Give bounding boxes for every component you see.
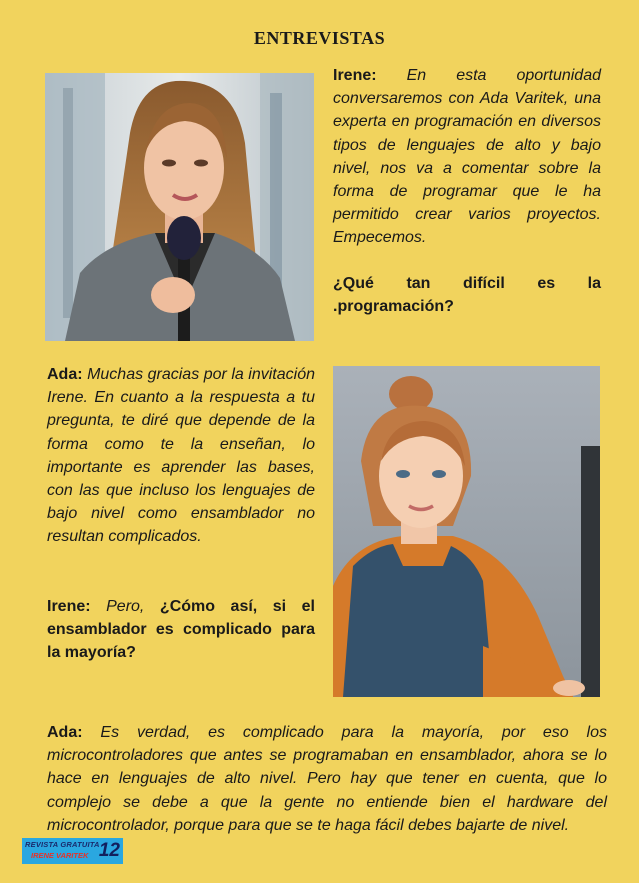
page-number: 12 (98, 840, 120, 861)
speaker-label: Irene: (47, 598, 91, 615)
footer-line-2: IRENE VARITEK (31, 851, 89, 860)
page-title: ENTREVISTAS (253, 28, 386, 48)
speaker-label: Ada: (47, 366, 83, 383)
speaker-label: Irene: (333, 67, 377, 84)
magazine-footer-badge (22, 838, 123, 864)
question-paragraph (333, 272, 601, 318)
paragraph-text: En esta oportunidad conversaremos con Ada Varitek, una experta en programación en diversos tipos de lenguajes de alto y bajo nivel, nos va a comentar sobre la forma de programar que le ha permitido crear varios proyectos. Empecemos. (333, 67, 601, 247)
ada-answer-paragraph (47, 363, 315, 549)
irene-reporter-photo (45, 73, 314, 341)
irene-intro-paragraph (333, 64, 601, 250)
ada-at-computer-photo (333, 366, 600, 697)
question-lead: Pero, (106, 598, 145, 615)
question-text: ¿Qué tan difícil es la .programación? (333, 275, 601, 316)
paragraph-text: Muchas gracias por la invitación Irene. En cuanto a la respuesta a tu pregunta, te diré que depende de la forma como te la enseñan, lo importante es aprender las bases, con las que incluso los lenguajes de bajo nivel como ensamblador no resultan complicados. (47, 366, 315, 546)
ada-final-answer-paragraph (47, 721, 607, 837)
paragraph-text: Es verdad, es complicado para la mayoría, por eso los microcontroladores que antes se programaban en ensamblador, ahora se lo hace en lenguajes de alto nivel. Pero hay que tener en cuenta, que lo complejo se debe a que la gente no entiende bien el hardware del microcontrolador, porque para que se te haga fácil debes bajarte de nivel. (47, 724, 608, 834)
speaker-label: Ada: (47, 724, 83, 741)
footer-line-1: REVISTA GRATUITA (25, 840, 100, 849)
question-text: ¿Cómo así, si el ensamblador es complicado para la mayoría? (47, 598, 316, 662)
irene-question-paragraph (47, 595, 315, 665)
